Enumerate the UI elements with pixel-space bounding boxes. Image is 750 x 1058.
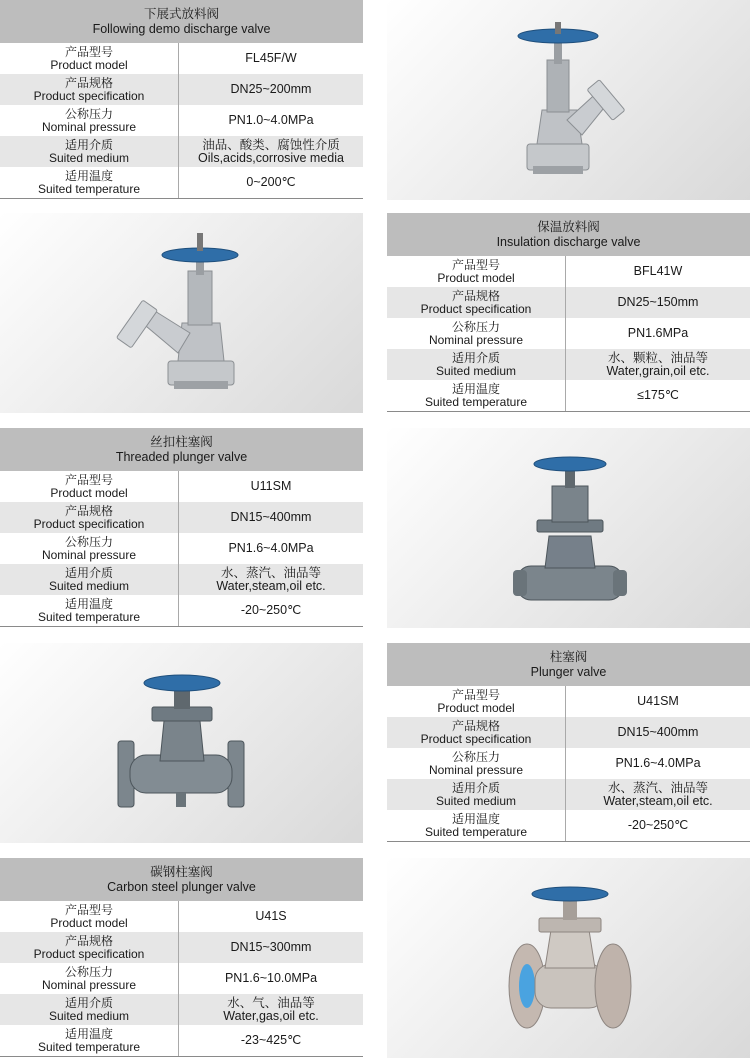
row-medium: 适用介质 Suited medium 水、蒸汽、油品等 Water,steam,oil etc. — [387, 779, 750, 810]
temperature-value: -23~425℃ — [240, 1033, 302, 1047]
row-medium: 适用介质 Suited medium 水、气、油品等 Water,gas,oil etc. — [0, 994, 363, 1025]
pressure-value: PN1.6~4.0MPa — [228, 541, 314, 555]
temperature-value: 0~200℃ — [246, 175, 296, 189]
valve-illustration — [387, 858, 750, 1055]
spec-header — [0, 0, 363, 43]
medium-en-value: Water,steam,oil etc. — [603, 793, 713, 808]
title-en: Insulation discharge valve — [496, 234, 641, 249]
row-spec: 产品规格 Product specification DN15~300mm — [0, 932, 363, 963]
row-pressure: 公称压力 Nominal pressure PN1.6~4.0MPa — [387, 748, 750, 779]
medium-cn-value: 水、蒸汽、油品等 — [607, 780, 708, 795]
medium-en-value: Water,steam,oil etc. — [216, 578, 326, 593]
title-en: Threaded plunger valve — [115, 449, 248, 464]
pressure-value: PN1.6MPa — [627, 326, 689, 340]
row-pressure: 公称压力 Nominal pressure PN1.6~10.0MPa — [0, 963, 363, 994]
row-model: 产品型号 Product model U41SM — [387, 686, 750, 717]
spec-header — [387, 643, 750, 686]
medium-cn-value: 水、气、油品等 — [227, 995, 315, 1010]
row-spec: 产品规格 Product specification DN25~150mm — [387, 287, 750, 318]
row-model: 产品型号 Product model U11SM — [0, 471, 363, 502]
row-model: 产品型号 Product model BFL41W — [387, 256, 750, 287]
row-pressure: 公称压力 Nominal pressure PN1.6MPa — [387, 318, 750, 349]
row-model: 产品型号 Product model FL45F/W — [0, 43, 363, 74]
valve-illustration — [387, 428, 750, 628]
row-medium: 适用介质 Suited medium 水、颗粒、油品等 Water,grain,oil etc. — [387, 349, 750, 380]
spec-table-following-discharge-valve — [0, 0, 363, 199]
valve-illustration — [387, 0, 750, 200]
row-pressure: 公称压力 Nominal pressure PN1.0~4.0MPa — [0, 105, 363, 136]
row-temperature: 适用温度 Suited temperature ≤175℃ — [387, 380, 750, 411]
valve-illustration — [0, 213, 363, 413]
spec-header — [387, 213, 750, 256]
model-value: BFL41W — [633, 264, 683, 278]
title-cn: 下展式放料阀 — [143, 6, 219, 21]
medium-en-value: Oils,acids,corrosive media — [198, 150, 344, 165]
title-en: Plunger valve — [530, 664, 607, 679]
row-temperature: 适用温度 Suited temperature -20~250℃ — [0, 595, 363, 626]
pressure-value: PN1.6~10.0MPa — [224, 971, 318, 985]
product-photo-threaded-plunger-valve — [387, 428, 750, 628]
spec-table-plunger-valve — [387, 643, 750, 842]
spec-value: DN15~300mm — [230, 940, 312, 954]
spec-value: DN25~150mm — [617, 295, 699, 309]
product-photo-insulation-discharge-valve — [0, 213, 363, 413]
spec-table-threaded-plunger-valve — [0, 428, 363, 627]
spec-header — [0, 858, 363, 901]
title-cn: 保温放料阀 — [537, 219, 600, 234]
medium-cn-value: 水、颗粒、油品等 — [607, 350, 708, 365]
spec-table-carbon-steel-plunger-valve — [0, 858, 363, 1057]
temperature-value: -20~250℃ — [627, 818, 689, 832]
spec-value: DN15~400mm — [230, 510, 312, 524]
medium-cn-value: 油品、酸类、腐蚀性介质 — [202, 137, 340, 152]
temperature-value: -20~250℃ — [240, 603, 302, 617]
row-pressure: 公称压力 Nominal pressure PN1.6~4.0MPa — [0, 533, 363, 564]
model-value: U11SM — [250, 479, 292, 493]
row-spec: 产品规格 Product specification DN15~400mm — [387, 717, 750, 748]
row-medium: 适用介质 Suited medium 水、蒸汽、油品等 Water,steam,oil etc. — [0, 564, 363, 595]
title-cn: 柱塞阀 — [549, 649, 588, 664]
spec-header — [0, 428, 363, 471]
row-medium: 适用介质 Suited medium 油品、酸类、腐蚀性介质 Oils,acids,corrosive media — [0, 136, 363, 167]
title-en: Following demo discharge valve — [92, 21, 271, 36]
model-value: U41S — [255, 909, 287, 923]
row-spec: 产品规格 Product specification DN25~200mm — [0, 74, 363, 105]
product-photo-carbon-steel-plunger-valve — [387, 858, 750, 1058]
row-spec: 产品规格 Product specification DN15~400mm — [0, 502, 363, 533]
product-photo-plunger-valve — [0, 643, 363, 843]
model-value: FL45F/W — [245, 51, 297, 65]
row-model: 产品型号 Product model U41S — [0, 901, 363, 932]
row-temperature: 适用温度 Suited temperature -20~250℃ — [387, 810, 750, 841]
medium-cn-value: 水、蒸汽、油品等 — [220, 565, 321, 580]
spec-table-insulation-discharge-valve — [387, 213, 750, 412]
valve-illustration — [0, 643, 363, 843]
spec-value: DN25~200mm — [230, 82, 312, 96]
product-photo-following-discharge-valve — [387, 0, 750, 200]
row-temperature: 适用温度 Suited temperature -23~425℃ — [0, 1025, 363, 1056]
medium-en-value: Water,gas,oil etc. — [223, 1008, 319, 1023]
model-value: U41SM — [637, 694, 679, 708]
row-temperature: 适用温度 Suited temperature 0~200℃ — [0, 167, 363, 198]
medium-en-value: Water,grain,oil etc. — [606, 363, 710, 378]
title-en: Carbon steel plunger valve — [107, 879, 256, 894]
pressure-value: PN1.0~4.0MPa — [228, 113, 314, 127]
pressure-value: PN1.6~4.0MPa — [615, 756, 701, 770]
title-cn: 碳钢柱塞阀 — [150, 864, 213, 879]
temperature-value: ≤175℃ — [637, 388, 679, 402]
title-cn: 丝扣柱塞阀 — [150, 434, 213, 449]
spec-value: DN15~400mm — [617, 725, 699, 739]
